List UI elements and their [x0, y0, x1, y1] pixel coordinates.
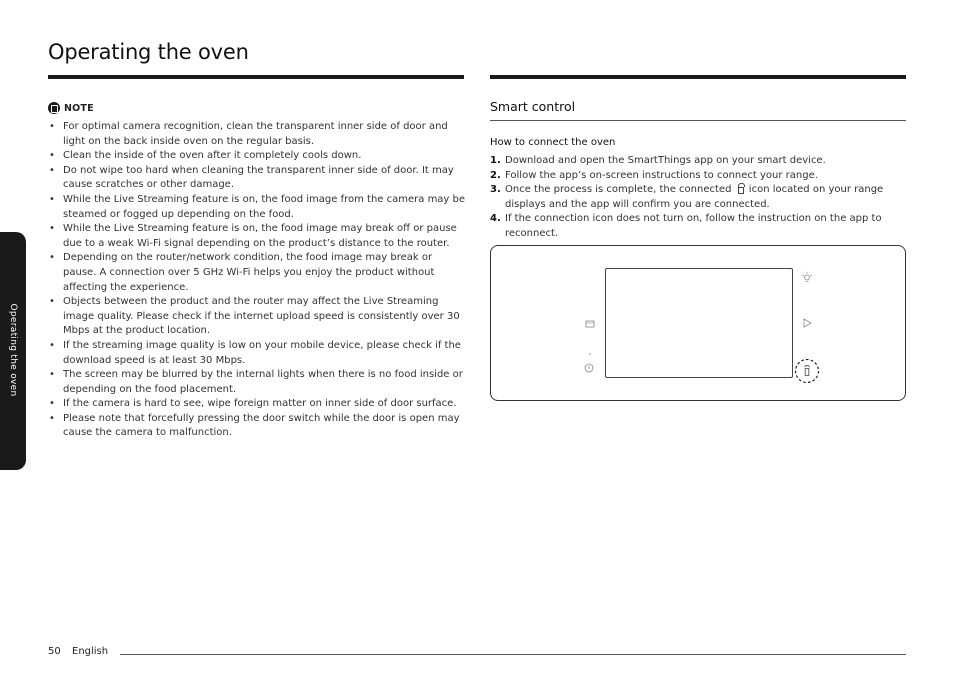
note-item: • Clean the inside of the oven after it completely cools down.: [48, 149, 466, 164]
note-item: • The screen may be blurred by the internal lights when there is no food inside or depending on the food placement.: [48, 368, 466, 397]
step-item: [490, 154, 906, 169]
footer-rule: [120, 654, 906, 655]
steps-list: [490, 154, 906, 242]
note-item: • If the camera is hard to see, wipe foreign matter on inner side of door surface.: [48, 397, 466, 412]
side-chapter-tab-label: Operating the oven: [8, 303, 18, 397]
step-text: If the connection icon does not turn on, follow the instruction on the app to reconnect.: [505, 213, 882, 239]
light-icon: [801, 271, 813, 283]
camera-icon: [585, 319, 595, 329]
step-number: 4.: [490, 213, 501, 225]
note-item: • While the Live Streaming feature is on, the food image from the camera may be steamed or fogged up depending on the food.: [48, 193, 466, 222]
play-icon: [802, 318, 812, 328]
subheading: How to connect the oven: [490, 137, 616, 148]
note-item: • Objects between the product and the router may affect the Live Streaming image quality. Please check if the internet upload speed is consistently over 30 Mbps at the product location.: [48, 295, 466, 339]
section-title: Smart control: [490, 99, 576, 114]
step-number: 1.: [490, 155, 501, 166]
note-icon: [48, 102, 60, 114]
step-text: Follow the app’s on-screen instructions to connect your range.: [505, 169, 818, 181]
control-panel-illustration: [490, 245, 906, 401]
dot-indicator-icon: [588, 352, 592, 356]
step-item: [490, 169, 906, 184]
step-number: 3.: [490, 184, 501, 196]
step-number: 2.: [490, 169, 501, 181]
note-heading: [48, 102, 94, 114]
left-title-rule: [48, 75, 464, 79]
note-item: • Please note that forcefully pressing the door switch while the door is open may cause the camera to malfunction.: [48, 412, 466, 441]
note-list: [48, 120, 466, 441]
note-item: • Do not wipe too hard when cleaning the transparent inner side of door. It may cause scratches or other damage.: [48, 164, 466, 193]
power-icon: [584, 363, 594, 373]
page-title: Operating the oven: [48, 40, 249, 64]
step-item: [490, 212, 906, 241]
step-text: Download and open the SmartThings app on your smart device.: [505, 155, 826, 166]
note-label: NOTE: [64, 102, 94, 114]
step-text: Once the process is complete, the connected: [505, 184, 732, 196]
note-item: • If the streaming image quality is low on your mobile device, please check if the download speed is at least 30 Mbps.: [48, 339, 466, 368]
note-item: • For optimal camera recognition, clean the transparent inner side of door and light on the back inside oven on the regular basis.: [48, 120, 466, 149]
connection-icon-highlighted: [794, 358, 820, 384]
page-number: 50: [48, 646, 61, 657]
right-title-rule: [490, 75, 906, 79]
section-rule: [490, 120, 906, 121]
note-item: • Depending on the router/network condition, the food image may break or pause. A connection over 5 GHz Wi-Fi helps you enjoy the product without affecting the experience.: [48, 251, 466, 295]
connection-icon: [737, 183, 744, 193]
panel-display-screen: [605, 268, 793, 378]
footer-language: English: [72, 646, 109, 657]
note-item: • While the Live Streaming feature is on, the food image may break off or pause due to a weak Wi-Fi signal depending on the product’s distance to the router.: [48, 222, 466, 251]
step-item: [490, 183, 906, 212]
step-text: icon located on your range displays and the app will confirm you are connected.: [505, 184, 884, 210]
